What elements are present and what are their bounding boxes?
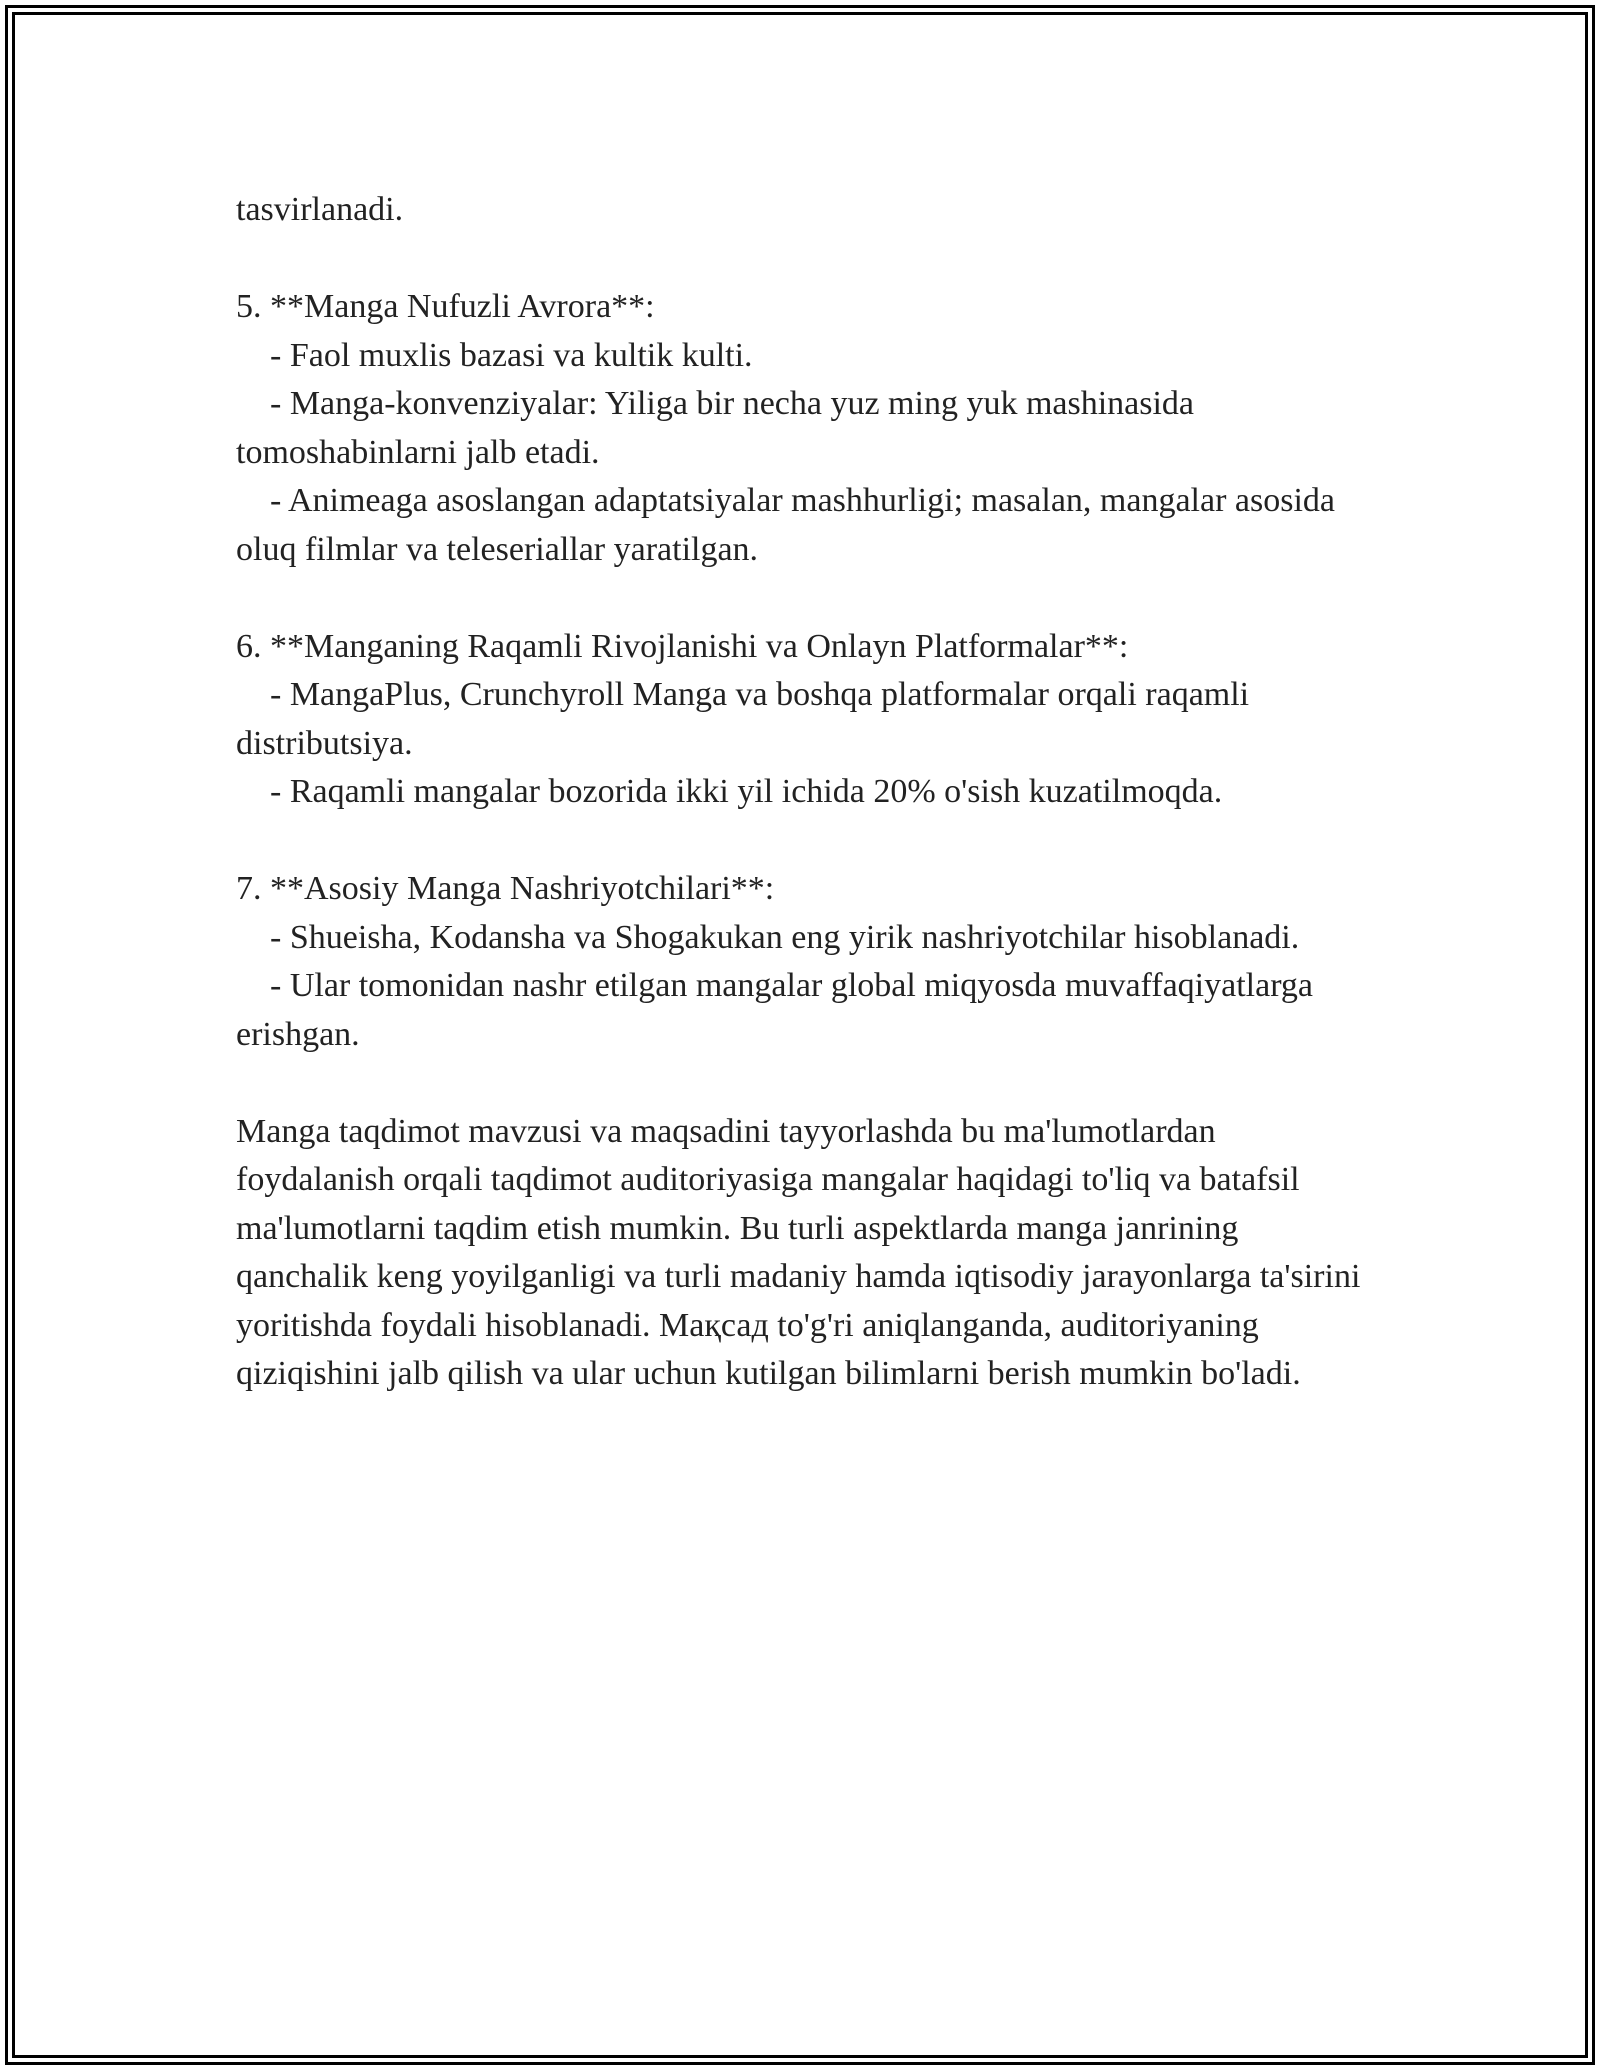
list-item: - Raqamli mangalar bozorida ikki yil ichida 20% o'sish kuzatilmoqda. [236,773,1223,810]
list-item: - Manga-konvenziyalar: Yiliga bir necha yuz ming yuk mashinasida tomoshabinlarni jalb etadi. [236,385,1203,471]
list-item: - Faol muxlis bazasi va kultik kulti. [236,336,753,374]
paragraph-gap [236,574,1366,623]
section-5 [236,283,1366,574]
section-heading: 7. **Asosiy Manga Nashriyotchilari**: [236,870,775,907]
list-item: - Ular tomonidan nashr etilgan mangalar global miqyosda muvaffaqiyatlarga erishgan. [236,967,1322,1053]
list-item: - MangaPlus, Crunchyroll Manga va boshqa platformalar orqali raqamli distributsiya. [236,676,1258,762]
paragraph-gap [236,235,1366,284]
lead-fragment: tasvirlanadi. [236,191,404,228]
section-7 [236,865,1366,1059]
section-6 [236,623,1366,817]
document-body [236,186,1369,1399]
paragraph-gap [236,1059,1366,1108]
list-item: - Shueisha, Kodansha va Shogakukan eng yirik nashriyotchilar hisoblanadi. [236,918,1300,956]
paragraph-gap [236,817,1366,866]
section-heading: 6. **Manganing Raqamli Rivojlanishi va Onlayn Platformalar**: [236,627,1129,665]
section-heading: 5. **Manga Nufuzli Avrora**: [236,288,655,325]
list-item: - Animeaga asoslangan adaptatsiyalar mashhurligi; masalan, mangalar asosida oluq filmlar va teleseriallar yaratilgan. [236,482,1344,568]
closing-paragraph: Manga taqdimot mavzusi va maqsadini tayyorlashda bu ma'lumotlardan foydalanish orqali taqdimot auditoriyasiga mangalar haqidagi to'liq va batafsil ma'lumotlarni taqdim etish mumkin. Bu turli aspektlarda manga janrining qanchalik keng yoyilganligi va turli madaniy hamda iqtisodiy jarayonlarga ta'sirini yoritishda foydali hisoblanadi. Мақсад to'g'ri aniqlanganda, auditoriyaning qiziqishini jalb qilish va ular uchun kutilgan bilimlarni berish mumkin bo'ladi. [236,1112,1369,1392]
